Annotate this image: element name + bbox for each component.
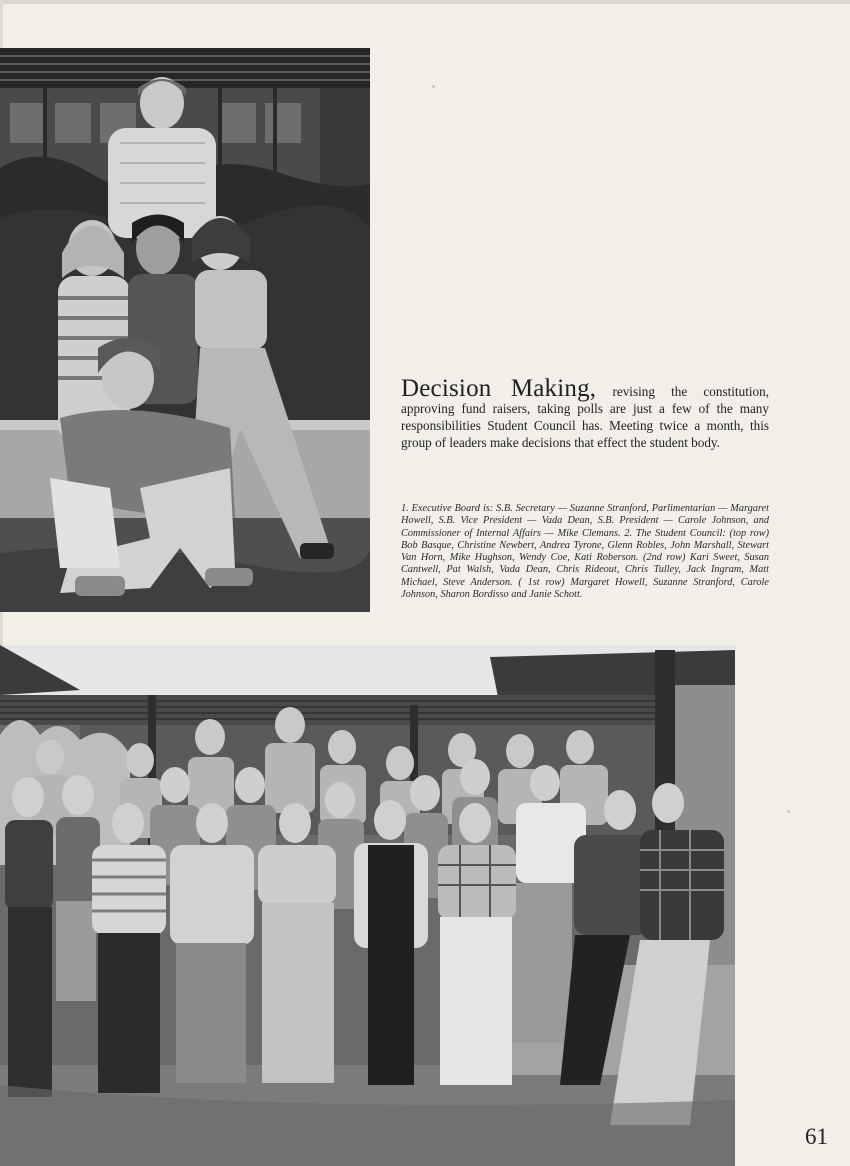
page-number: 61 [805, 1124, 828, 1149]
article-intro-text: revising the constitution, approving fund raisers, taking polls are just a few of the many responsibilities Student Council has. Meeting twice a month, this group of leaders make decisions that effect the student body. [401, 384, 770, 450]
article-intro [401, 375, 770, 451]
executive-board-photo [0, 48, 370, 612]
paper-speck [432, 85, 435, 88]
student-council-photo [0, 645, 735, 1166]
page-top-edge [0, 0, 850, 4]
paper-speck [787, 810, 790, 813]
photo-caption: 1. Executive Board is: S.B. Secretary — Suzanne Stranford, Parlimentarian — Margaret Howell, S.B. Vice President — Vada Dean, S.B. President — Carole Johnson, and Commissioner of Internal Affairs — Mike Clemans. 2. The Student Council: (top row) Bob Basque, Christine Newbert, Andrea Tyrone, Glenn Robles, John Marshall, Stewart Van Horn, Mike Hughson, Wendy Coe, Kati Roberson. (2nd row) Kari Sweet, Susan Cantwell, Pat Walsh, Vada Dean, Chris Rideout, Chris Tulley, Jack Ingram, Matt Michael, Steve Anderson. ( 1st row) Margaret Howell, Suzanne Stranford, Carole Johnson, Sharon Bordisso and Janie Schott. [401, 503, 769, 601]
article-title: Decision Making, [401, 375, 597, 402]
